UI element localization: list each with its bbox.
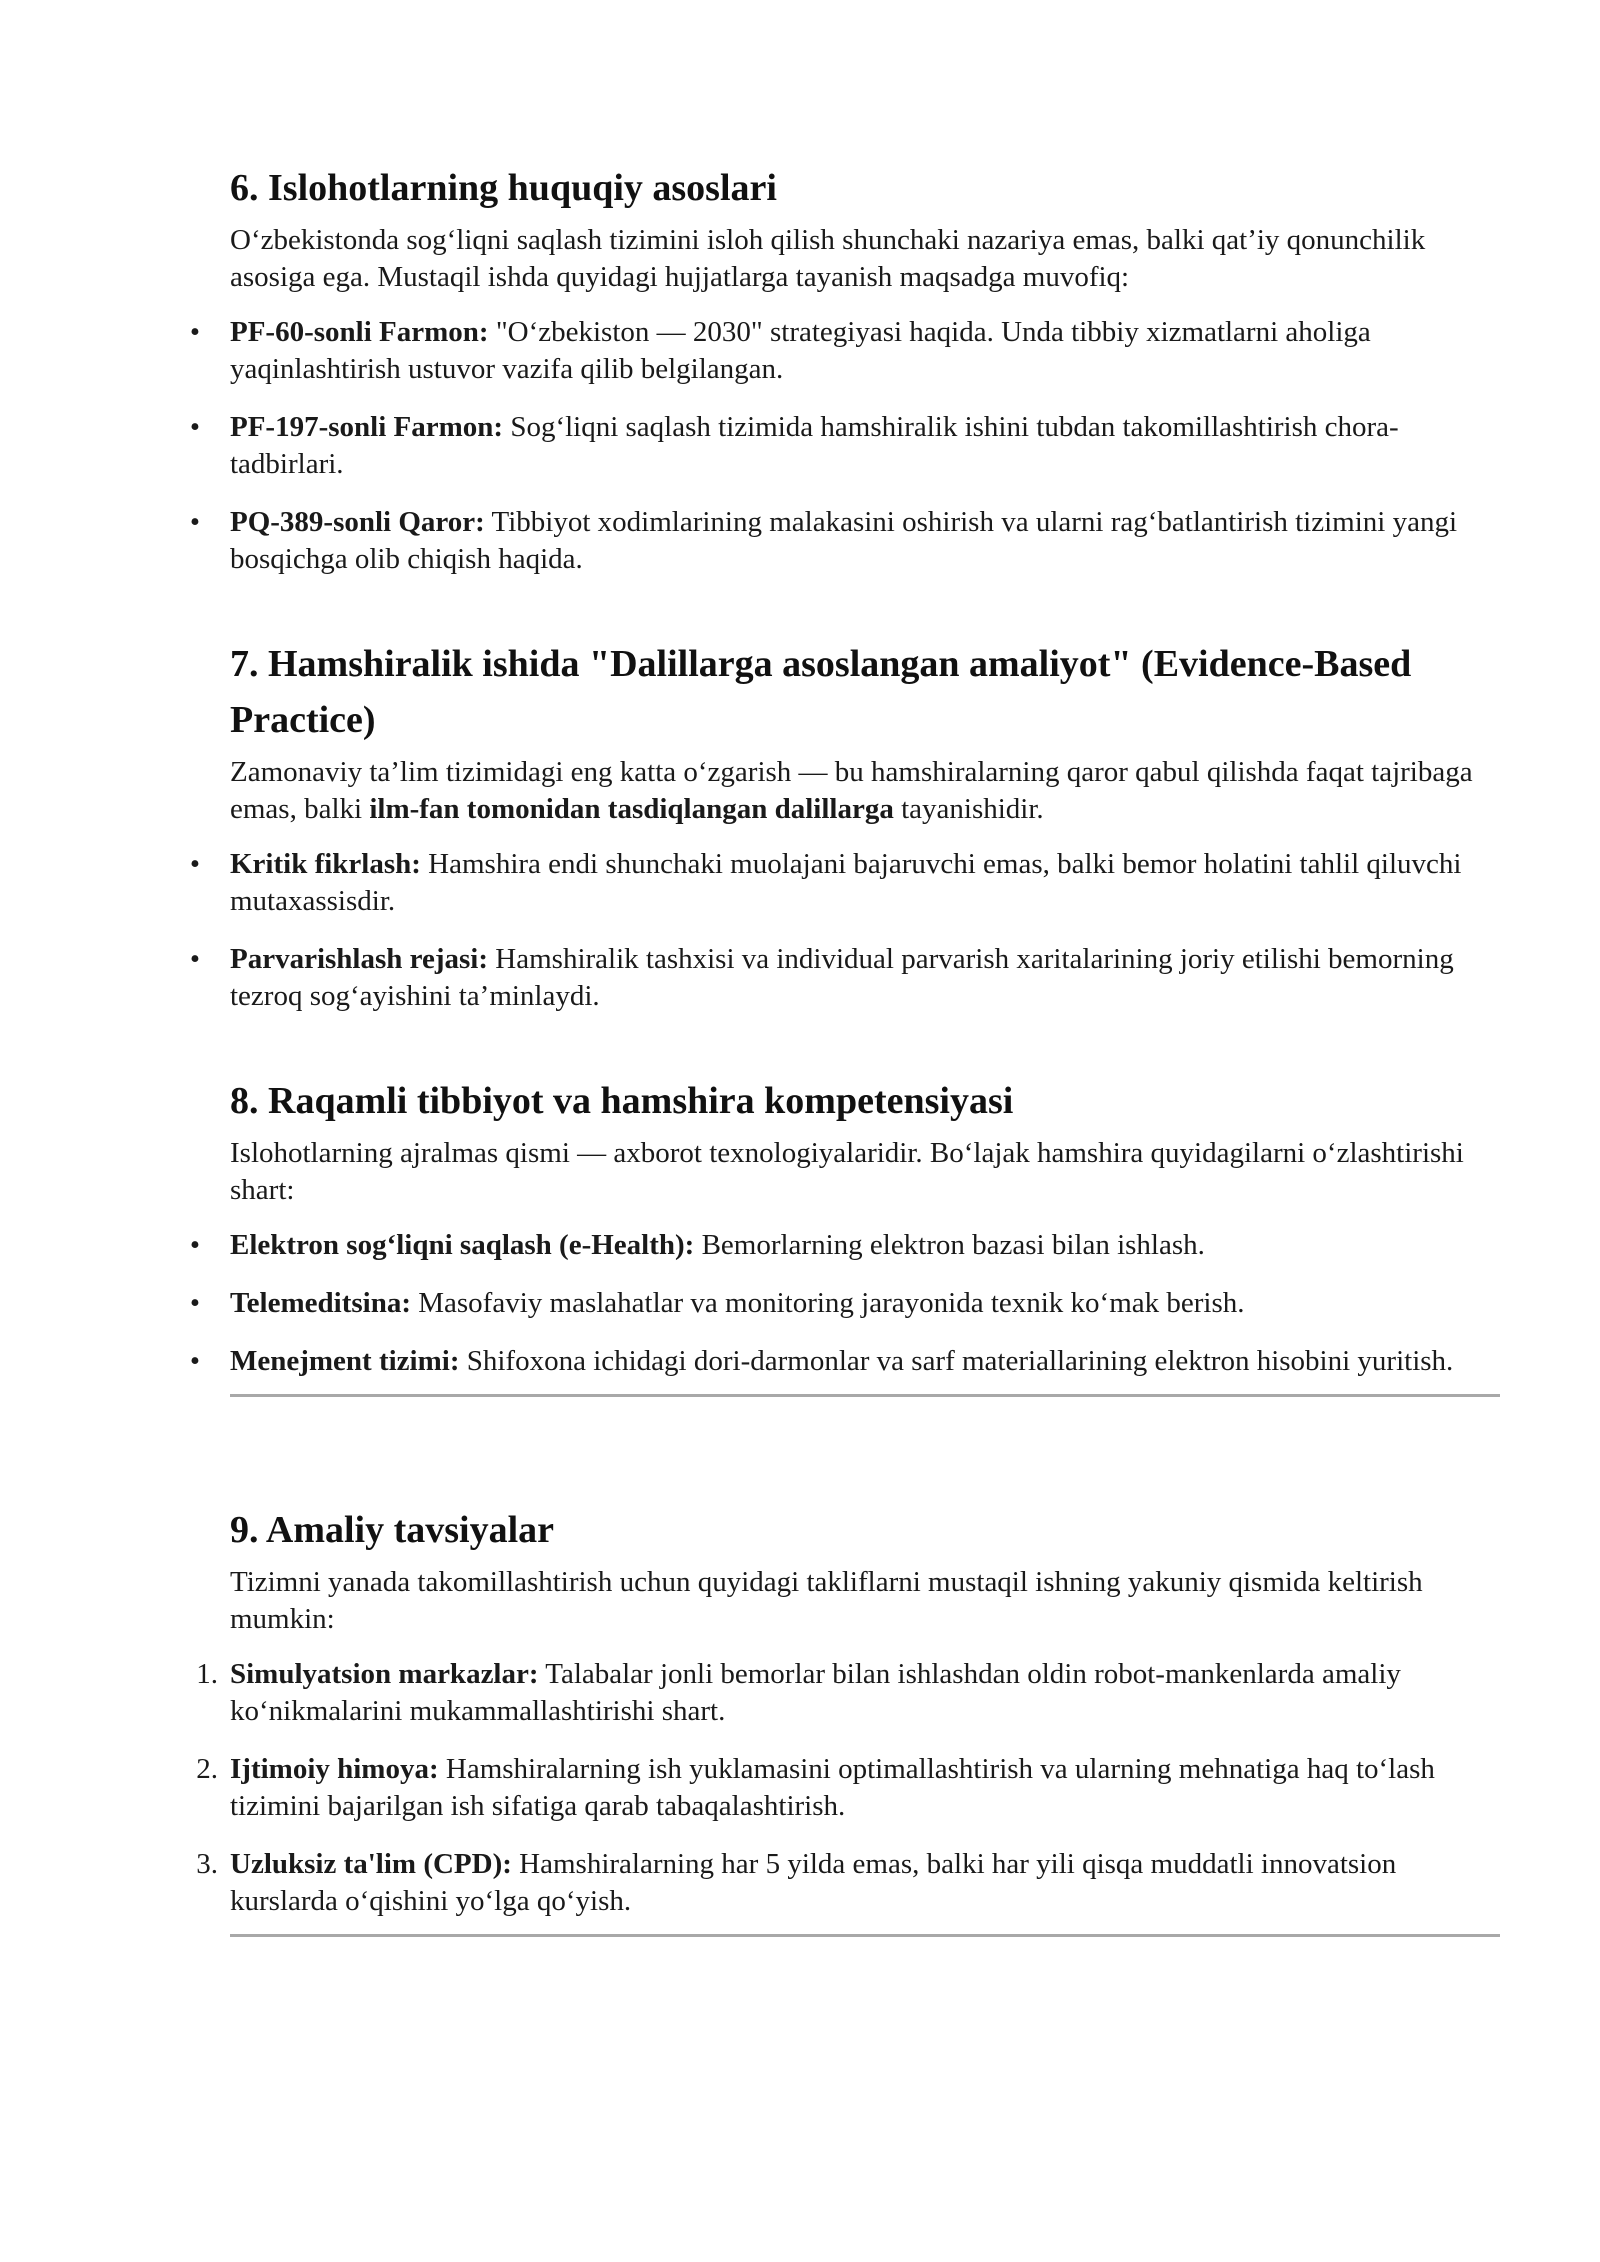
bullet-icon: • — [189, 1229, 201, 1261]
bullet-icon: • — [189, 1345, 201, 1377]
item-lead: Kritik fikrlash: — [230, 848, 421, 880]
list-item — [189, 409, 1500, 483]
bullet-icon: • — [189, 411, 201, 443]
item-lead: PQ-389-sonli Qaror: — [230, 506, 485, 538]
section-legal-basis — [189, 160, 1500, 578]
item-lead: Parvarishlash rejasi: — [230, 943, 489, 975]
section-intro: O‘zbekistonda sog‘liqni saqlash tizimini isloh qilish shunchaki nazariya emas, balki qat’iy qonunchilik asosiga ega. Mustaqil ishda quyidagi hujjatlarga tayanish maqsadga muvofiq: — [230, 224, 1426, 293]
bullet-icon: • — [189, 1287, 201, 1319]
item-lead: Simulyatsion markazlar: — [230, 1658, 539, 1690]
bullet-icon: • — [189, 506, 201, 538]
section-title: 8. Raqamli tibbiyot va hamshira kompetensiyasi — [230, 1080, 1014, 1122]
section-practical-recommendations — [196, 1502, 1500, 1937]
list-item — [189, 846, 1500, 920]
item-number: 2. — [196, 1753, 218, 1785]
section-title: 7. Hamshiralik ishida "Dalillarga asoslangan amaliyot" (Evidence-Based Practice) — [230, 643, 1412, 741]
item-text: Masofaviy maslahatlar va monitoring jarayonida texnik ko‘mak berish. — [410, 1287, 1245, 1319]
item-text: Tibbiyot xodimlarining malakasini oshirish va ularni rag‘batlantirish tizimini yangi bosqichga olib chiqish haqida. — [230, 506, 1458, 575]
section-intro: Tizimni yanada takomillashtirish uchun quyidagi takliflarni mustaqil ishning yakuniy qismida keltirish mumkin: — [230, 1566, 1423, 1635]
item-lead: Menejment tizimi: — [230, 1345, 460, 1377]
numbered-list — [196, 1656, 1500, 1920]
intro-text: Zamonaviy ta’lim tizimidagi eng katta o‘zgarish — bu hamshiralarning qaror qabul qilishda faqat tajribaga emas, balki — [230, 756, 1473, 825]
item-text: Shifoxona ichidagi dori-darmonlar va sarf materiallarining elektron hisobini yuritish. — [459, 1345, 1454, 1377]
list-item — [189, 1227, 1500, 1264]
bullet-icon: • — [189, 316, 201, 348]
document-page — [189, 160, 1500, 1937]
bullet-list — [189, 1227, 1500, 1380]
section-digital-medicine — [189, 1073, 1500, 1397]
item-number: 1. — [196, 1658, 218, 1690]
list-item — [196, 1846, 1500, 1920]
intro-emphasis: ilm-fan tomonidan tasdiqlangan dalillarga — [369, 793, 894, 825]
item-lead: PF-197-sonli Farmon: — [230, 411, 504, 443]
bullet-icon: • — [189, 943, 201, 975]
list-item — [189, 941, 1500, 1015]
item-text: Hamshiralarning har 5 yilda emas, balki har yili qisqa muddatli innovatsion kurslarda o‘qishini yo‘lga qo‘yish. — [230, 1848, 1397, 1917]
section-title: 6. Islohotlarning huquqiy asoslari — [230, 167, 777, 209]
item-text: Hamshiralarning ish yuklamasini optimallashtirish va ularning mehnatiga haq to‘lash tizimini bajarilgan ish sifatiga qarab tabaqalashtirish. — [230, 1753, 1435, 1822]
bullet-list — [189, 846, 1500, 1015]
section-title: 9. Amaliy tavsiyalar — [230, 1509, 555, 1551]
list-item — [189, 1343, 1500, 1380]
horizontal-divider — [230, 1394, 1500, 1397]
item-number: 3. — [196, 1848, 218, 1880]
list-item — [189, 1285, 1500, 1322]
item-text: "O‘zbekiston — 2030" strategiyasi haqida. Unda tibbiy xizmatlarni aholiga yaqinlashtirish ustuvor vazifa qilib belgilangan. — [230, 316, 1371, 385]
section-intro — [230, 754, 1500, 828]
item-text: Talabalar jonli bemorlar bilan ishlashdan oldin robot-mankenlarda amaliy ko‘nikmalarini mukammallashtirishi shart. — [230, 1658, 1401, 1727]
intro-text: tayanishidir. — [893, 793, 1044, 825]
section-evidence-based-practice — [189, 636, 1500, 1015]
list-item — [196, 1656, 1500, 1730]
section-intro: Islohotlarning ajralmas qismi — axborot texnologiyalaridir. Bo‘lajak hamshira quyidagilarni o‘zlashtirishi shart: — [230, 1137, 1464, 1206]
item-text: Sog‘liqni saqlash tizimida hamshiralik ishini tubdan takomillashtirish chora-tadbirlari. — [230, 411, 1399, 480]
item-lead: Elektron sog‘liqni saqlash (e-Health): — [230, 1229, 695, 1261]
item-text: Hamshiralik tashxisi va individual parvarish xaritalarining joriy etilishi bemorning tezroq sog‘ayishini ta’minlaydi. — [230, 943, 1454, 1012]
item-lead: Ijtimoiy himoya: — [230, 1753, 439, 1785]
item-text: Bemorlarning elektron bazasi bilan ishlash. — [694, 1229, 1205, 1261]
item-text: Hamshira endi shunchaki muolajani bajaruvchi emas, balki bemor holatini tahlil qiluvchi mutaxassisdir. — [230, 848, 1462, 917]
list-item — [196, 1751, 1500, 1825]
bullet-list — [189, 314, 1500, 578]
list-item — [189, 504, 1500, 578]
item-lead: Uzluksiz ta'lim (CPD): — [230, 1848, 512, 1880]
item-lead: PF-60-sonli Farmon: — [230, 316, 489, 348]
list-item — [189, 314, 1500, 388]
item-lead: Telemeditsina: — [230, 1287, 411, 1319]
bullet-icon: • — [189, 848, 201, 880]
horizontal-divider — [230, 1934, 1500, 1937]
